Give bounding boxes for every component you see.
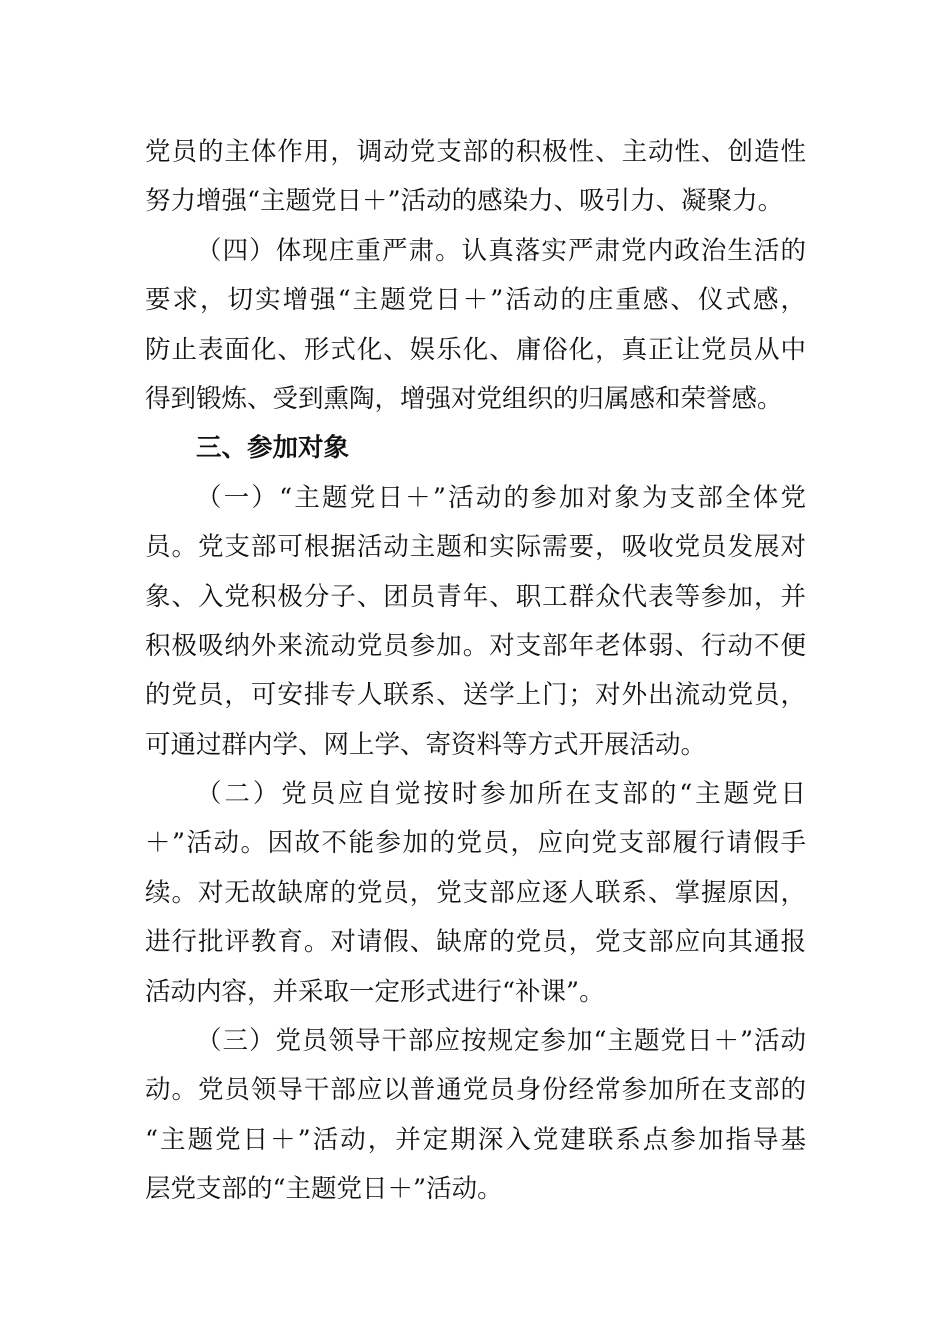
paragraph-first-line: （一）“主题党日＋”活动的参加对象为支部全体党 [196,482,806,513]
paragraph-first-line: （三）党员领导干部应按规定参加“主题党日＋”活动 [196,1026,806,1057]
text-line: 可通过群内学、网上学、寄资料等方式开展活动。 [145,729,707,760]
text-line: 象、入党积极分子、团员青年、职工群众代表等参加，并 [145,581,806,612]
paragraph-first-line: （四）体现庄重严肃。认真落实严肃党内政治生活的 [196,235,806,266]
text-line: 进行批评教育。对请假、缺席的党员，党支部应向其通报 [145,927,806,958]
text-line: 党员的主体作用，调动党支部的积极性、主动性、创造性 [145,137,806,167]
text-line: 积极吸纳外来流动党员参加。对支部年老体弱、行动不便 [145,630,806,661]
text-line: 活动内容，并采取一定形式进行“补课”。 [145,976,605,1007]
text-line: 防止表面化、形式化、娱乐化、庸俗化，真正让党员从中 [145,334,806,365]
section-heading: 三、参加对象 [196,433,350,464]
text-line: “主题党日＋”活动，并定期深入党建联系点参加指导基 [145,1124,806,1155]
text-line: 员。党支部可根据活动主题和实际需要，吸收党员发展对 [145,532,806,563]
text-line: ＋”活动。因故不能参加的党员，应向党支部履行请假手 [145,828,806,859]
text-line: 动。党员领导干部应以普通党员身份经常参加所在支部的 [145,1075,806,1106]
document-body [145,128,806,1215]
text-line: 层党支部的“主题党日＋”活动。 [145,1174,503,1205]
text-line: 的党员，可安排专人联系、送学上门；对外出流动党员， [145,680,806,711]
paragraph-first-line: （二）党员应自觉按时参加所在支部的“主题党日 [196,779,806,810]
text-line: 续。对无故缺席的党员，党支部应逐人联系、掌握原因， [145,877,806,908]
text-line: 努力增强“主题党日＋”活动的感染力、吸引力、凝聚力。 [145,186,784,217]
text-line: 要求，切实增强“主题党日＋”活动的庄重感、仪式感， [145,285,806,316]
text-line: 得到锻炼、受到熏陶，增强对党组织的归属感和荣誉感。 [145,383,783,414]
